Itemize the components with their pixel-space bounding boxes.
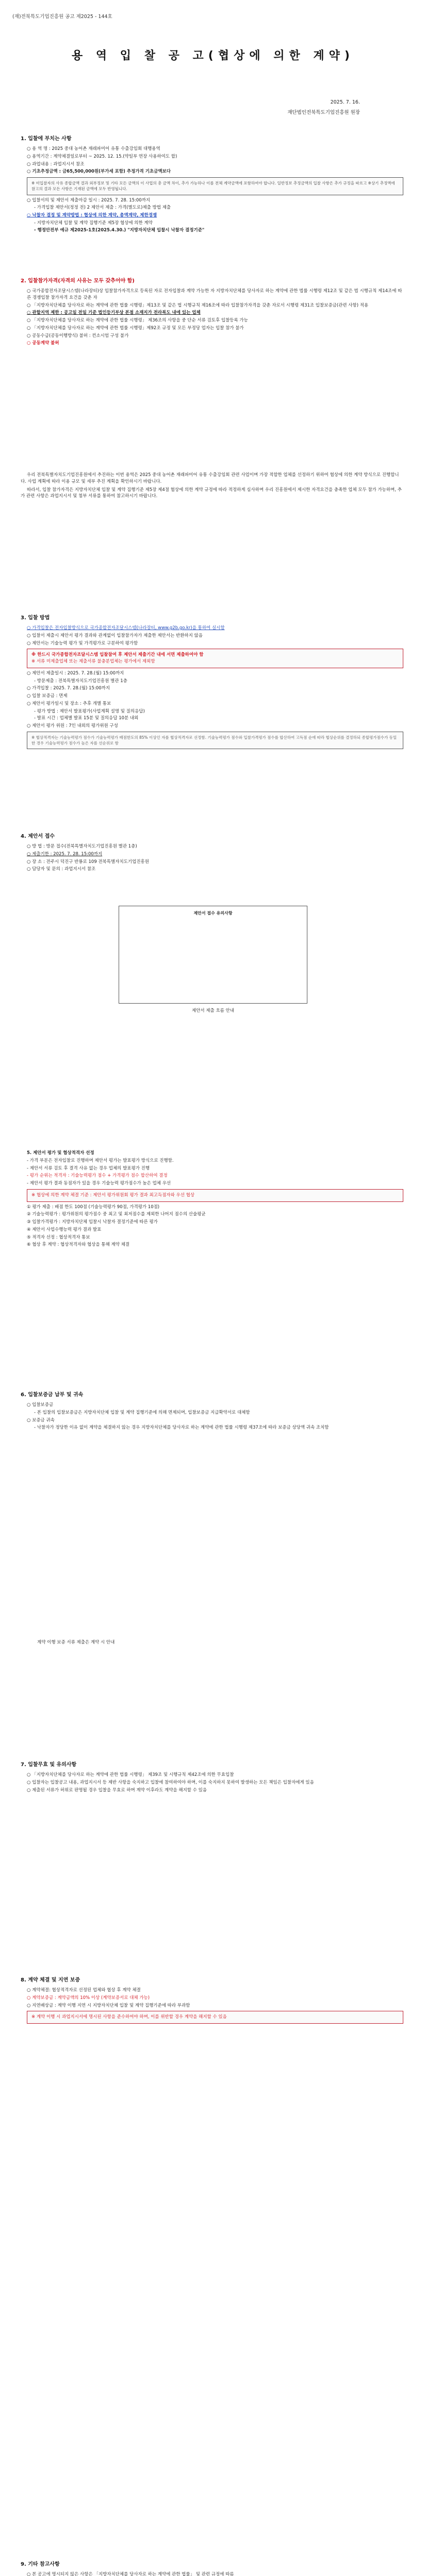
list-item: ○ 기초추정금액 : 금65,500,000원(부가세 포함) 추정가격 기초금액보다 (27, 169, 171, 175)
list-item: ○ 「지방자치단체를 당사자로 하는 계약에 관한 법률 시행령」제92조 규정 및 모든 부정당 업자는 입찰 참가 불가 (27, 325, 244, 331)
list-item: - 행정안전부 예규 제2025-1호(2025.4.30.) "지방자치단체 입찰시 낙찰자 결정기준" (34, 227, 205, 233)
warning-box (27, 1189, 403, 1202)
list-item (27, 310, 403, 316)
list-item: - 제안서 서류 검토 후 결격 사유 없는 경우 업체의 발표평가 진행 (27, 1165, 150, 1171)
list-item: ○ 용역기간 : 계약체결일로부터 ~ 2025. 12. 15.(약일부 연장 사용하여도 합) (27, 154, 177, 159)
list-item: ④ 제안서 사업수행능력 평가 결과 발표 (27, 1227, 102, 1232)
list-item: - 평가 순위는 적격자 : 기술능력평가 점수 + 가격평가 점수 합산하여 결정 (27, 1173, 168, 1179)
list-item (27, 851, 403, 858)
list-item: ○ 「지방자치단체를 당사자로 하는 계약에 관한 법률 시행령」제13조 및 같은 법 시행규칙 제16조에 따라 입찰참가자격을 갖춘 자로서 시행령 제31조 입찰보증금(관련 사항) 적용 (27, 302, 369, 308)
submission-figure (119, 906, 307, 1014)
paragraph: 따라서, 입찰 참가자격은 지방자치단체 입찰 및 계약 집행기준 제5장 제4절 협상에 의한 계약 규정에 따라 적정하게 심사하며 우리 진흥원에서 제시한 자격요건을 충족한 업체 모두 참가 가능하며, 추가 관련 사항은 과업지시서 및 첨부 서류를 통하여 참고하시기 바랍니다. (21, 487, 402, 499)
section-title: 8. 계약 체결 및 지연 보증 (21, 1977, 80, 1983)
list-item: ○ 계약보증금 : 계약금액의 10% 이상 (계약보증서로 대체 가능) (27, 1995, 150, 2001)
list-item: ○ 입찰서 제출시 제안서 평가 결과와 관계없이 입찰참가자가 제출한 제안서는 반환하지 않음 (27, 633, 203, 638)
section-4 (21, 833, 403, 874)
list-item: ○ 제출된 서류가 허위로 판명될 경우 입찰을 무효로 하며 계약 이후라도 계약을 해지할 수 있음 (27, 1787, 207, 1793)
list-item: ○ 공동수급(공동이행방식) 불허 : 컨소시엄 구성 불가 (27, 333, 129, 338)
list-item: - 가격입찰 제안서(정정 전) 2 제안서 제출 : 가격(별도로)제출 방법 제출 (34, 205, 171, 211)
list-item: ○ 제안서 평가일시 및 장소 : 추후 개별 통보 (27, 701, 111, 706)
list-item: ○ 「지방자치단체를 당사자로 하는 계약에 관한 법률 시행령」 제36조의 사항을 중 단순 서류 검토후 입찰등록 가능 (27, 318, 248, 323)
list-item: ○ 과업내용 : 과업지시서 참조 (27, 161, 85, 167)
list-item: ○ 장 소 : 전주시 덕진구 반룡로 109 전북특별자치도기업진흥원 (27, 859, 149, 865)
section-7 (21, 1761, 403, 1794)
list-item: ○ 입찰자는 입찰공고 내용, 과업지시서 등 제반 사항을 숙지하고 입찰에 참여하여야 하며, 이를 숙지하지 못하여 발생하는 모든 책임은 입찰자에게 있음 (27, 1780, 314, 1785)
section-title (21, 277, 403, 285)
list-item: - 제안서 평가 결과 동점자가 있을 경우 기술능력 평가점수가 높은 업체 우선 (27, 1181, 171, 1186)
section-title: 7. 입찰무효 및 유의사항 (21, 1762, 77, 1768)
list-item: ○ 국가종합전자조달시스템(나라장터)상 입찰참가자격으로 등록된 자로 전자입찰과 계약 가능한 자 지방자치단체를 당사자로 하는 계약에 관한 법률 시행령 제12조 및 같은 법 시행규칙 제14조에 따른 경쟁입찰 참가자격 요건을 갖춘 자 (27, 289, 402, 300)
paragraph: 우리 전북특별자치도기업진흥원에서 추진하는 이번 용역은 2025 중대 농어촌 재래파미어 유통 수출강임회 관련 사업이며 가장 적합한 업체를 선정하기 위하여 협상에 의한 계약 방식으로 진행합니다. 사업 계획에 따라 이용 규모 및 세부 추진 계획을 확인하시기 바랍니다. (21, 472, 399, 484)
list-item: ○ 제안서는 기술능력 평가 및 가격평가로 구분하여 평가함 (27, 640, 138, 646)
warning-line: ※ 한드시 국가종합전자조달시스템 입찰참여 후 제안서 제출기간 내에 서면 제출하여야 함 (31, 652, 204, 658)
list-item: ○ 제안서 제출일시 : 2025. 7. 28.(월) 15:00까지 (27, 670, 124, 676)
list-item: ○ 가격입찰 : 2025. 7. 28.(월) 15:00까지 (27, 686, 110, 691)
section-title: 5. 제안서 평가 및 협상적격자 선정 (27, 1150, 94, 1156)
list-item: - 발표 시간 : 업체별 발표 15분 및 질의응답 10분 내외 (34, 716, 139, 721)
warning-line: ※ 계약 이행 시 과업지시서에 명시된 사항을 준수하여야 하며, 이를 위반할 경우 계약을 해지할 수 있음 (31, 2014, 227, 2020)
section-title: 6. 입찰보증금 납부 및 귀속 (21, 1392, 84, 1398)
page-title: 용 역 입 찰 공 고(협상에 의한 계약) (71, 49, 354, 62)
issuing-org: 재단법인전북특도기업진흥원 원장 (287, 110, 360, 115)
list-item: ○ 보증금 귀속 (27, 1417, 55, 1423)
list-item: ○ 입찰보증금 (27, 1402, 54, 1408)
notice-box: ※ 협상적격자는 기술능력평가 점수가 기술능력평가 배점한도의 85% 이상인 자를 협상적격자로 선정함. 기술능력평가 점수와 입찰가격평가 점수를 합산하여 고득점 순에 따라 협상순위를 결정하되 종합평가점수가 동일한 경우 기술능력평가 점수가 높은 자를 선순위로 함 (27, 732, 403, 750)
list-item: ○ 입찰 보증금 : 면제 (27, 693, 68, 699)
list-item: ○ 본 공고에 명시되지 않은 사항은 「지방자치단체를 당사자로 하는 계약에 관한 법률」 및 관련 규정에 따름 (27, 2572, 234, 2576)
section-title-text: 2. 입찰참가자격(자격의 사유는 모두 갖추어야 함) (21, 278, 135, 284)
list-item: - 평가 방법 : 제안서 발표평가(사업계획 설명 및 질의응답) (34, 708, 145, 714)
announcement-date: 2025. 7. 16. (330, 99, 360, 105)
list-item: - 가격 부분은 전자입찰로 진행하며 제안서 평가는 발표평가 방식으로 진행함. (27, 1158, 174, 1163)
list-item: - 낙찰자가 정당한 이유 없이 계약을 체결하지 않는 경우 지방자치단체를 당사자로 하는 계약에 관한 법률 시행령 제37조에 따라 보증금 상당액 귀속 조치함 (34, 1425, 329, 1431)
footer-note: 계약 이행 보증 서류 제출은 계약 시 안내 (37, 1640, 115, 1645)
section-8 (21, 1976, 403, 2026)
intro-paragraph (21, 472, 403, 501)
section-2 (21, 277, 403, 348)
warning-box (27, 2011, 403, 2024)
joint-contract-link: ○ 공동계약 불허 (27, 341, 59, 346)
list-item: ○ 지연배상금 : 계약 이행 지연 시 지방자치단체 입찰 및 계약 집행기준에 따라 부과함 (27, 2003, 190, 2008)
document-number: (재)전북특도기업진흥원 공고 제2025 - 144호 (12, 14, 112, 20)
list-item (27, 625, 403, 632)
notice-box: ※ 미입찰자의 사유 종합금액 결과 외부정보 및 기타 모든 금액의 이 사업의 총 금액 차이, 추가 가능하나 이를 전체 계약금액에 포함하여야 합니다. 일반정보 추정금액의 입찰 사항은 추가 규정을 따르고 ※상기 추정액에 참고의 결과 모든 사항은 기재된 금액에 모두 반영됩니다. (27, 177, 403, 195)
list-item: ① 평가 제출 : 배점 한도 100점 (기술능력평가 90점, 가격평가 10점) (27, 1204, 160, 1210)
list-item: ○ 제안서 평가 위원 : 7인 내외의 평가위원 구성 (27, 723, 118, 728)
list-item: ○ 용 역 명 : 2025 중대 농어촌 재래파미어 유통 수출강임회 대행용역 (27, 146, 160, 151)
list-item: ⑤ 적격자 선정 : 협상적격자 통보 (27, 1234, 90, 1240)
section-5 (21, 1149, 403, 1249)
list-item: ○ 담당자 및 문의 : 과업지시서 참조 (27, 867, 96, 872)
list-item: ○ 계약체결: 협상적격자로 선정된 업체와 협상 후 계약 체결 (27, 1988, 141, 1993)
list-item: ③ 입찰가격평가 : 지방자치단체 입찰시 낙찰자 결정기준에 따른 평가 (27, 1219, 158, 1225)
section-title: 9. 기타 참고사항 (21, 2562, 60, 2567)
region-limit: ○ 관할지역 제한 : 공고일 전일 기준 법인등기부상 본점 소재지가 전라북도 내에 있는 업체 (27, 310, 201, 316)
e-bid-text: ○ 가격입찰은 전자입찰방식으로 국가종합전자조달시스템(나라장터, www.g2b.go.kr)을 통하여 실시함 (27, 625, 225, 631)
warning-box (27, 649, 403, 668)
deadline: ○ 제출기한 : 2025. 7. 28. 15:00까지 (27, 851, 103, 857)
section-title: 4. 제안서 접수 (21, 834, 55, 839)
contract-method: ○ 낙찰자 결정 및 계약방법 : 협상에 의한 계약, 총액계약, 제한경쟁 (27, 213, 157, 218)
section-title: 1. 입찰에 부치는 사항 (21, 136, 72, 142)
list-item: - 본 입찰의 입찰보증금은 지방자치단체 입찰 및 계약 집행기준에 의해 면제되며, 입찰보증금 지급확약서로 대체함 (34, 1410, 250, 1415)
section-6 (21, 1391, 403, 1432)
list-item: - 방문제출 : 전북특별자치도기업진흥원 별관 1층 (34, 678, 127, 684)
figure-title: 제안서 접수 유의사항 (193, 911, 233, 916)
section-9 (21, 2561, 403, 2576)
list-item: ⑥ 협상 후 계약 : 협상적격자와 협상을 통해 계약 체결 (27, 1242, 130, 1248)
list-item: ○ 입찰서의 및 제안서 제출마감 일시 : 2025. 7. 28. 15:00까지 (27, 197, 151, 203)
list-item: ② 기술능력평가 : 평가위원의 평가점수 중 최고 및 최저점수를 제외한 나머지 점수의 산술평균 (27, 1212, 206, 1217)
list-item (27, 212, 403, 219)
section-1 (21, 135, 403, 234)
section-3 (21, 614, 403, 751)
figure-frame (119, 906, 307, 1004)
warning-line: ※ 서류 미제출업체 또는 제출서류 불충분업체는 평가에서 제외함 (31, 659, 155, 664)
section-title: 3. 입찰 방법 (21, 615, 50, 621)
warning-line: ※ 협상에 의한 계약 체결 기준 : 제안서 평가위원회 평가 결과 최고득점자와 우선 협상 (31, 1192, 195, 1198)
figure-caption: 제안서 제출 흐름 안내 (191, 1008, 234, 1013)
list-item: ○ 방 법 : 방문 접수(전북특별자치도기업진흥원 별관 1층) (27, 844, 137, 849)
list-item: ○ 「지방자치단체를 당사자로 하는 계약에 관한 법률 시행령」 제39조 및 시행규칙 제42조에 의한 무효입찰 (27, 1772, 234, 1777)
list-item: - 지방자치단체 입찰 및 계약 집행기준 제5장 협상에 의한 계약 (34, 220, 153, 226)
